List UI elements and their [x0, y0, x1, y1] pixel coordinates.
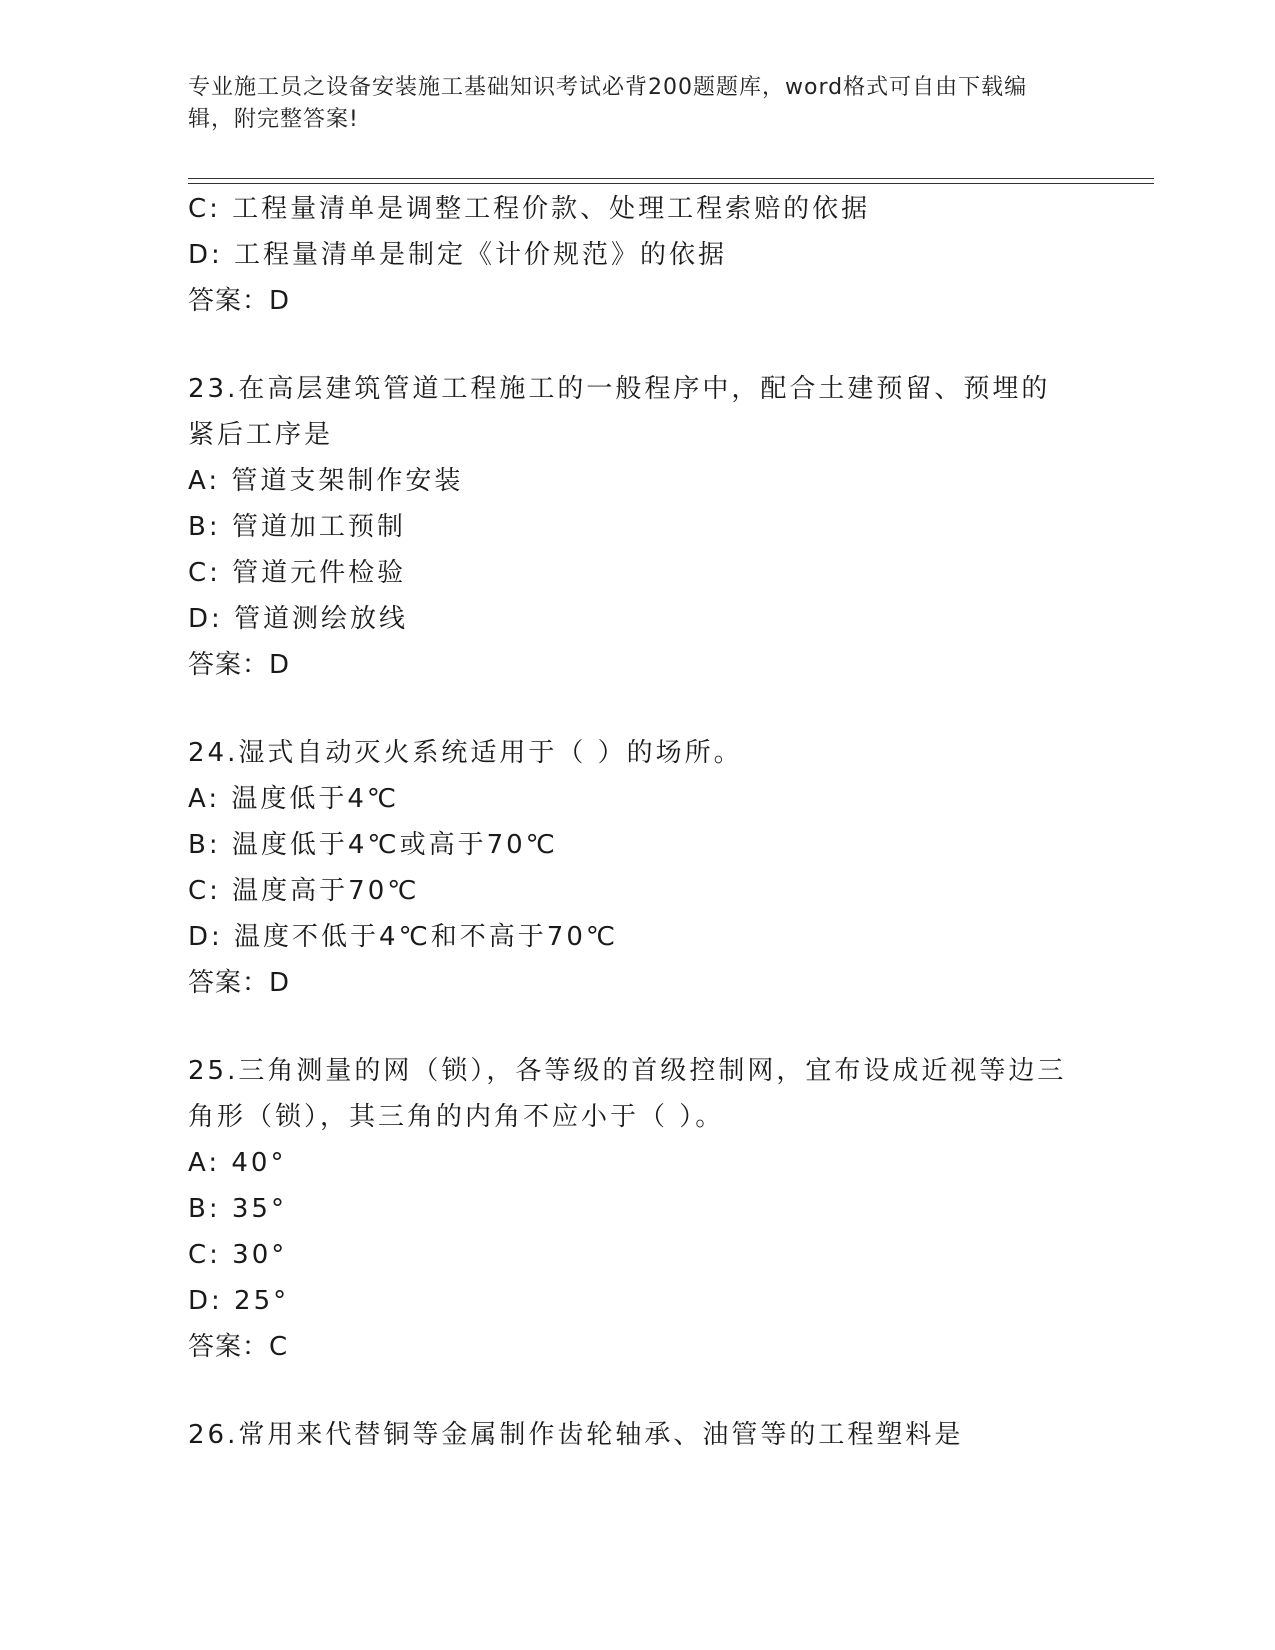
option-a: A: 温度低于4℃ — [188, 784, 400, 814]
option-d: D: 管道测绘放线 — [188, 604, 409, 634]
spacer — [188, 1006, 1088, 1048]
option-d: D: 25° — [188, 1286, 290, 1316]
option-b: B: 温度低于4℃或高于70℃ — [188, 830, 558, 860]
option-c: C: 工程量清单是调整工程价款、处理工程索赔的依据 — [188, 194, 871, 224]
option-d: D: 工程量清单是制定《计价规范》的依据 — [188, 240, 728, 270]
document-body — [188, 186, 1088, 1458]
option-d: D: 温度不低于4℃和不高于70℃ — [188, 922, 619, 952]
option-a: A: 管道支架制作安装 — [188, 466, 464, 496]
question-text: 26.常用来代替铜等金属制作齿轮轴承、油管等的工程塑料是 — [188, 1420, 964, 1450]
header-rule-top — [188, 178, 1154, 179]
document-header: 专业施工员之设备安装施工基础知识考试必背200题题库，word格式可自由下载编辑，附完整答案! — [188, 75, 1028, 132]
answer-line: 答案：C — [188, 1332, 289, 1362]
answer-line: 答案：D — [188, 968, 291, 998]
option-a: A: 40° — [188, 1148, 287, 1178]
spacer — [188, 324, 1088, 366]
answer-line: 答案：D — [188, 286, 291, 316]
answer-line: 答案：D — [188, 650, 291, 680]
question-text: 24.湿式自动灭火系统适用于（ ）的场所。 — [188, 738, 743, 768]
question-text: 23.在高层建筑管道工程施工的一般程序中，配合土建预留、预埋的紧后工序是 — [188, 374, 1051, 450]
option-b: B: 管道加工预制 — [188, 512, 406, 542]
header-rule-bottom — [188, 183, 1154, 184]
option-c: C: 温度高于70℃ — [188, 876, 420, 906]
option-c: C: 管道元件检验 — [188, 558, 407, 588]
option-c: C: 30° — [188, 1240, 288, 1270]
question-text: 25.三角测量的网（锁），各等级的首级控制网，宜布设成近视等边三角形（锁），其三角的内角不应小于（ ）。 — [188, 1056, 1067, 1132]
option-b: B: 35° — [188, 1194, 287, 1224]
spacer — [188, 1370, 1088, 1412]
spacer — [188, 688, 1088, 730]
